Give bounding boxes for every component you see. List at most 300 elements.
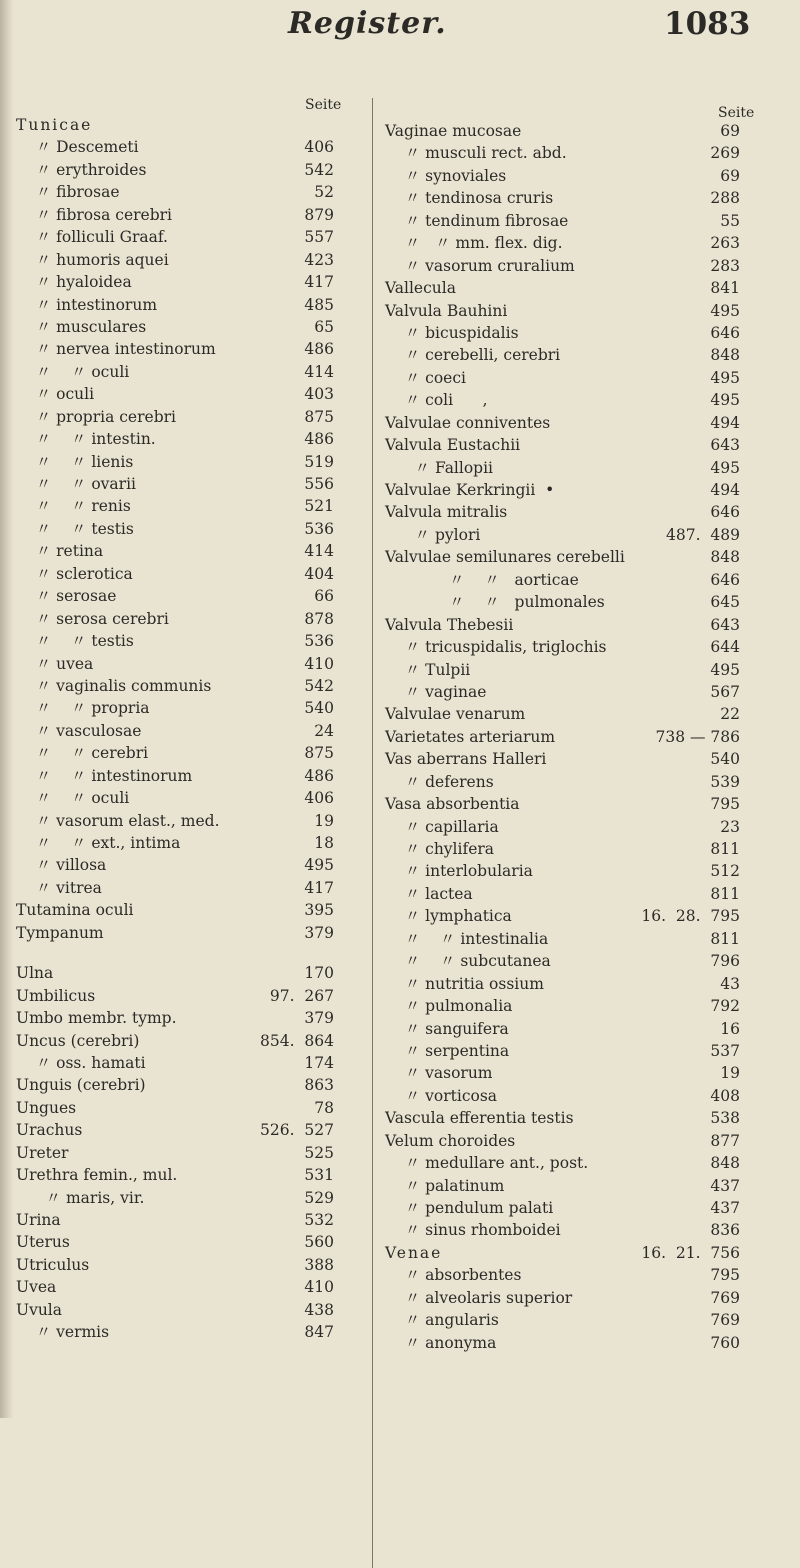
entry-page-ref: 486 [304,340,334,359]
index-entry [16,653,346,675]
entry-term: 〃 vasorum cruralium [385,256,575,275]
entry-page-ref: 529 [304,1188,334,1207]
index-entry [16,406,346,428]
index-entries [16,114,346,1344]
entry-term: 〃 sclerotica [16,564,133,583]
index-entry [16,181,346,203]
index-entry [16,495,346,517]
page-header [0,4,800,54]
index-entry [16,136,346,158]
index-entry [385,165,755,187]
entry-page-ref: 18 [314,834,334,852]
entry-term: 〃 cerebelli, cerebri [385,346,561,365]
entry-page-ref: 485 [304,295,334,314]
entry-page-ref: 848 [710,548,740,567]
entry-term: 〃 villosa [16,856,107,875]
index-entry [16,473,346,495]
index-entry [385,479,755,501]
index-entry [385,726,755,748]
entry-term: 〃 nervea intestinorum [16,340,216,359]
entry-page-ref: 847 [304,1323,334,1342]
entry-term: Venae [385,1243,443,1262]
entry-term: 〃 musculares [16,317,147,336]
entry-page-ref: 69 [720,166,740,185]
entry-page-ref: 438 [304,1300,334,1319]
index-entry [385,1264,755,1286]
entry-page-ref: 417 [304,878,334,897]
index-entry [385,973,755,995]
entry-page-ref: 495 [710,301,740,320]
index-entry [16,742,346,764]
index-entry [16,114,346,136]
index-entry [16,832,346,854]
index-entry [16,1164,346,1186]
entry-term: 〃 tendinum fibrosae [385,211,569,230]
entry-term: Vasa absorbentia [385,795,520,814]
index-entry [385,838,755,860]
entry-term: 〃 〃 ovarii [16,475,136,493]
entry-page-ref: 512 [710,862,740,881]
index-entry [16,1074,346,1096]
entry-page-ref: 521 [304,497,334,516]
entry-term: 〃 coli , [385,391,488,410]
index-entry [385,1175,755,1197]
entry-page-ref: 52 [314,183,334,202]
entry-page-ref: 531 [304,1166,334,1185]
entry-page-ref: 792 [710,997,740,1016]
entry-page-ref: 288 [710,189,740,208]
entry-term: 〃 sinus rhomboidei [385,1221,561,1240]
index-entry [16,428,346,450]
entry-page-ref: 854. 864 [260,1031,334,1050]
entry-term: 〃 〃 ext., intima [16,834,181,852]
entry-page-ref: 55 [720,211,740,230]
entry-term: Velum choroides [385,1131,516,1150]
index-entry [385,457,755,479]
entry-page-ref: 877 [710,1131,740,1150]
index-entry [385,659,755,681]
entry-term: 〃 〃 testis [16,519,134,538]
index-entry [385,793,755,815]
index-entry [385,950,755,972]
page-number: 1083 [664,6,751,42]
entry-term: 〃 serpentina [385,1041,510,1060]
entry-term: Valvula Eustachii [385,436,521,455]
index-entry [385,681,755,703]
index-entry [16,585,346,607]
entry-term: Uvula [16,1300,63,1319]
entry-term: 〃 lactea [385,884,473,903]
index-entry [385,591,755,613]
entry-page-ref: 540 [710,750,740,769]
entry-term: 〃 sanguifera [385,1019,509,1038]
column-divider [372,98,373,1568]
index-entry [385,232,755,254]
index-entry [16,899,346,921]
index-entry [385,1040,755,1062]
entry-term: 〃 hyaloidea [16,273,132,292]
entry-term: Vascula efferentia testis [385,1109,574,1128]
entry-page-ref: 406 [304,789,334,808]
entry-term: Varietates arteriarum [385,727,556,746]
entry-page-ref: 532 [304,1211,334,1229]
index-entry [16,204,346,226]
index-entry [16,630,346,652]
entry-term: Ureter [16,1143,69,1162]
entry-page-ref: 417 [304,273,334,292]
index-entry [16,294,346,316]
index-entry [385,1332,755,1354]
entry-page-ref: 841 [710,279,740,298]
index-entry [385,1219,755,1241]
index-entry [16,383,346,405]
index-entry [385,187,755,209]
index-entry [16,249,346,271]
entry-page-ref: 404 [304,564,334,583]
index-entry [385,1242,755,1264]
index-entry [16,608,346,630]
entry-term: Tutamina oculi [16,901,134,920]
section-gap [16,944,346,962]
entry-page-ref: 414 [304,542,334,561]
entry-term: 〃 palatinum [385,1176,505,1195]
entry-page-ref: 848 [710,346,740,365]
entry-page-ref: 811 [710,929,740,948]
entry-term: Valvula Bauhini [385,301,508,320]
index-entry [16,985,346,1007]
entry-page-ref: 495 [710,458,740,477]
entry-page-ref: 557 [304,228,334,247]
page-edge-shadow [0,0,14,1418]
index-entry [385,1062,755,1084]
entry-page-ref: 495 [710,368,740,387]
index-entry [16,1142,346,1164]
entry-page-ref: 437 [710,1176,740,1195]
index-entry [16,226,346,248]
entry-page-ref: 66 [314,587,334,606]
entry-term: 〃 pulmonalia [385,997,513,1016]
entry-term: 〃 vorticosa [385,1086,498,1105]
entry-page-ref: 796 [710,952,740,971]
index-entry [385,1309,755,1331]
index-entry [385,434,755,456]
index-entry [16,1187,346,1209]
entry-page-ref: 875 [304,744,334,763]
entry-page-ref: 263 [710,234,740,253]
entry-term: 〃 synoviales [385,166,507,185]
entry-page-ref: 643 [710,615,740,634]
index-entry [385,300,755,322]
entry-page-ref: 78 [314,1098,334,1117]
entry-page-ref: 410 [304,1278,334,1297]
entry-term: 〃 vaginae [385,682,487,701]
entry-term: 〃 〃 pulmonales [385,593,605,612]
entry-term: 〃 vasorum elast., med. [16,811,220,830]
entry-page-ref: 863 [304,1076,334,1095]
entry-term: Tympanum [16,923,104,942]
index-entry [385,389,755,411]
entry-page-ref: 542 [304,160,334,179]
entry-page-ref: 388 [304,1255,334,1274]
entry-term: 〃 oculi [16,385,95,404]
entry-term: 〃 alveolaris superior [385,1288,573,1307]
entry-page-ref: 408 [710,1086,740,1105]
entry-page-ref: 769 [710,1311,740,1330]
entry-page-ref: 848 [710,1154,740,1173]
index-entry [16,338,346,360]
entry-term: Valvulae semilunares cerebelli [385,548,625,567]
entry-page-ref: 836 [710,1221,740,1240]
index-entry [385,524,755,546]
entry-term: 〃 〃 lienis [16,452,134,471]
index-entry [16,765,346,787]
index-entry [385,995,755,1017]
index-entry [385,1152,755,1174]
entry-term: Valvulae venarum [385,705,526,724]
entry-term: 〃 lymphatica [385,907,512,926]
entry-page-ref: 16. 21. 756 [641,1243,740,1262]
entry-term: Unguis (cerebri) [16,1076,146,1095]
entry-term: Vas aberrans Halleri [385,750,547,769]
index-entry [16,1097,346,1119]
entry-term: 〃 bicuspidalis [385,323,519,342]
index-entry [16,1231,346,1253]
entry-page-ref: 538 [710,1109,740,1128]
entry-page-ref: 170 [304,964,334,983]
entry-term: 〃 〃 intestinorum [16,766,193,785]
entry-term: 〃 oss. hamati [16,1053,146,1072]
index-entry [16,854,346,876]
entry-page-ref: 97. 267 [269,986,334,1005]
entry-page-ref: 811 [710,840,740,858]
index-entry [16,271,346,293]
entry-term: Valvula mitralis [385,503,508,522]
index-entry [385,344,755,366]
entry-page-ref: 646 [710,570,740,589]
entry-term: 〃 〃 intestin. [16,430,156,449]
entry-page-ref: 519 [304,452,334,471]
index-entry [16,922,346,944]
entry-term: 〃 tendinosa cruris [385,189,554,208]
entry-term: 〃 anonyma [385,1333,497,1352]
index-entry [16,810,346,832]
entry-term: 〃 humoris aquei [16,250,169,269]
entry-page-ref: 560 [304,1233,334,1252]
entry-term: Valvulae Kerkringii • [385,481,555,499]
index-entry [385,142,755,164]
index-entry [16,1276,346,1298]
entry-page-ref: 494 [710,481,740,499]
entry-term: 〃 musculi rect. abd. [385,144,567,163]
index-entry [16,1321,346,1343]
entry-page-ref: 406 [304,138,334,157]
index-entry [385,614,755,636]
entry-page-ref: 487. 489 [666,525,740,544]
entry-page-ref: 16 [720,1019,740,1038]
index-entry [385,860,755,882]
index-entry [16,159,346,181]
entry-term: 〃 vaginalis communis [16,676,212,695]
entry-term: Vaginae mucosae [385,122,522,140]
entry-term: Valvulae conniventes [385,413,551,432]
entry-page-ref: 410 [304,654,334,673]
entry-term: 〃 vasorum [385,1064,493,1083]
entry-term: 〃 uvea [16,654,94,673]
entry-page-ref: 395 [304,901,334,920]
entry-term: Uterus [16,1233,70,1252]
index-entry [16,1030,346,1052]
entry-page-ref: 525 [304,1143,334,1162]
entry-term: 〃 〃 cerebri [16,744,149,763]
entry-page-ref: 379 [304,1009,334,1028]
entry-term: 〃 absorbentes [385,1266,522,1285]
index-entry [16,962,346,984]
entry-page-ref: 414 [304,362,334,381]
entry-term: 〃 erythroides [16,160,147,179]
entry-page-ref: 283 [710,256,740,275]
entry-term: Valvula Thebesii [385,615,514,634]
index-entry [385,928,755,950]
entry-term: 〃 vitrea [16,878,102,897]
index-entry [385,883,755,905]
entry-page-ref: 760 [710,1333,740,1352]
index-entry [16,518,346,540]
entry-page-ref: 174 [304,1053,334,1072]
entry-term: Uvea [16,1278,57,1297]
index-entry [16,1299,346,1321]
entry-term: 〃 capillaria [385,817,499,836]
index-entry [385,1287,755,1309]
entry-page-ref: 536 [304,519,334,538]
index-entry [16,451,346,473]
entry-term: Tunicae [16,116,93,134]
entry-term: 〃 chylifera [385,840,495,858]
entry-term: Umbilicus [16,986,96,1005]
index-entry [385,569,755,591]
entry-page-ref: 43 [720,974,740,993]
entry-term: 〃 Tulpii [385,660,471,679]
entry-term: Vallecula [385,279,456,298]
index-entry [16,697,346,719]
entry-term: 〃 angularis [385,1311,499,1330]
entry-page-ref: 22 [720,705,740,724]
index-entry [385,1107,755,1129]
entry-term: 〃 vermis [16,1323,110,1342]
index-entry [385,1018,755,1040]
index-entry [16,540,346,562]
index-entry [16,316,346,338]
index-entry [16,1119,346,1141]
entry-term: 〃 〃 subcutanea [385,952,551,971]
index-entry [16,1209,346,1231]
index-entry [385,1130,755,1152]
entry-page-ref: 811 [710,884,740,903]
entry-term: 〃 medullare ant., post. [385,1154,589,1173]
index-entry [16,720,346,742]
entry-term: 〃 〃 oculi [16,789,130,808]
index-entry [385,210,755,232]
entry-term: Umbo membr. tymp. [16,1009,177,1028]
entry-page-ref: 646 [710,323,740,342]
entry-page-ref: 269 [710,144,740,163]
entry-page-ref: 437 [710,1199,740,1217]
entry-term: 〃 fibrosa cerebri [16,205,172,224]
entry-page-ref: 495 [304,856,334,875]
index-entry [385,748,755,770]
entry-term: Uncus (cerebri) [16,1031,140,1050]
index-entry [385,1085,755,1107]
entry-page-ref: 537 [710,1041,740,1060]
index-entry [16,1052,346,1074]
running-title: Register. [288,6,447,41]
entry-page-ref: 644 [710,638,740,657]
index-entry [385,636,755,658]
entry-page-ref: 556 [304,475,334,493]
index-entry [16,675,346,697]
entry-term: 〃 Descemeti [16,138,139,157]
index-entry [385,703,755,725]
entry-page-ref: 423 [304,250,334,269]
entry-term: 〃 pylori [385,525,481,544]
entry-page-ref: 645 [710,593,740,612]
entry-page-ref: 878 [304,609,334,628]
entry-page-ref: 542 [304,676,334,695]
entry-term: Urina [16,1211,61,1229]
entry-term: 〃 vasculosae [16,721,142,740]
entry-term: 〃 nutritia ossium [385,974,544,993]
entry-term: 〃 maris, vir. [16,1188,145,1207]
entry-page-ref: 69 [720,122,740,140]
entry-term: 〃 〃 intestinalia [385,929,549,948]
index-entry [385,771,755,793]
entry-term: 〃 〃 testis [16,632,134,651]
entry-term: 〃 deferens [385,772,494,791]
entry-page-ref: 23 [720,817,740,836]
entry-page-ref: 769 [710,1288,740,1307]
entry-page-ref: 494 [710,413,740,432]
index-entry [385,322,755,344]
seite-heading: Seite [305,97,342,113]
entry-page-ref: 65 [314,317,334,336]
entry-page-ref: 540 [304,699,334,718]
entry-term: 〃 propria cerebri [16,407,176,426]
entry-term: 〃 fibrosae [16,183,120,202]
entry-term: Ulna [16,964,54,983]
entry-term: Urethra femin., mul. [16,1166,178,1185]
entry-term: 〃 Fallopii [385,458,494,477]
entry-term: 〃 coeci [385,368,466,387]
entry-page-ref: 486 [304,766,334,785]
entry-term: Urachus [16,1121,83,1140]
entry-page-ref: 526. 527 [260,1121,334,1140]
index-entry [16,787,346,809]
entry-page-ref: 16. 28. 795 [641,907,740,926]
entry-term: 〃 〃 oculi [16,362,130,381]
entry-page-ref: 795 [710,795,740,814]
entry-term: 〃 serosae [16,587,117,606]
entry-page-ref: 379 [304,923,334,942]
entry-page-ref: 738 — 786 [655,727,740,746]
entry-term: 〃 serosa cerebri [16,609,169,628]
entry-page-ref: 19 [314,811,334,830]
index-entry [385,905,755,927]
entry-term: 〃 folliculi Graaf. [16,228,168,247]
entry-term: Utriculus [16,1255,90,1274]
entry-page-ref: 875 [304,407,334,426]
index-entry [16,877,346,899]
index-entry [385,501,755,523]
seite-heading: Seite [718,105,755,121]
